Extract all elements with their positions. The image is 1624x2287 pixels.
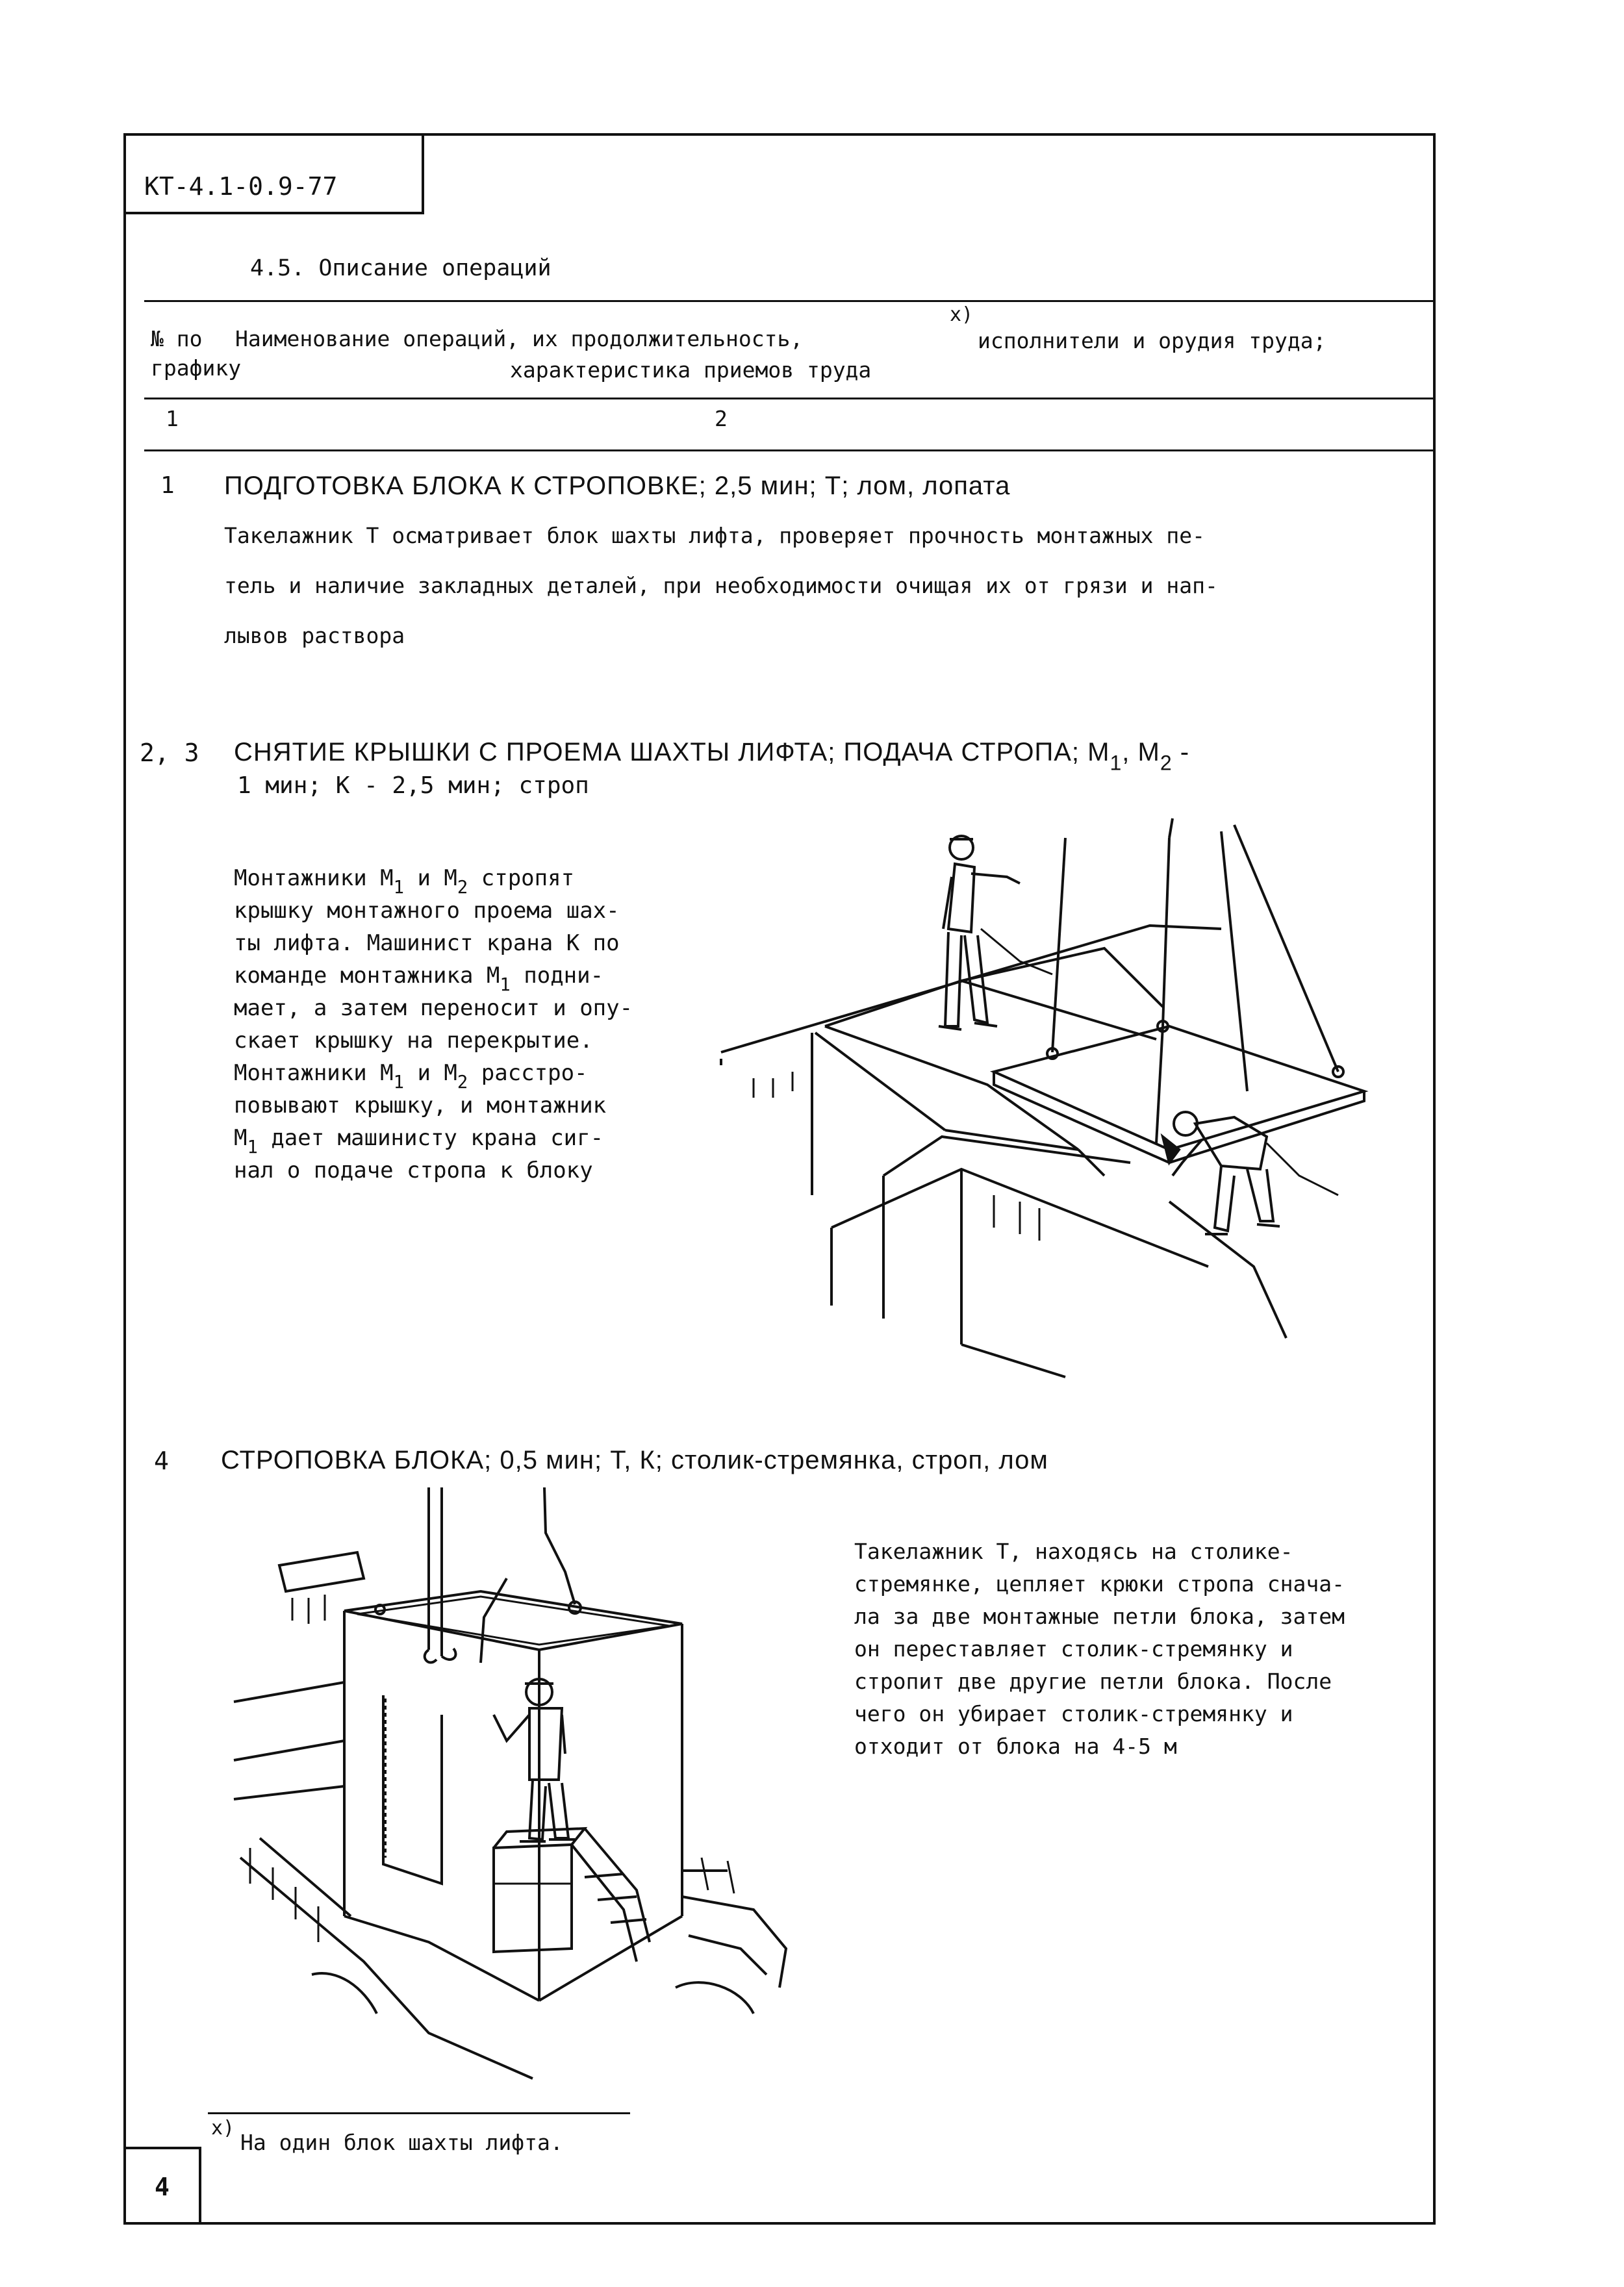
footnote-mark: x) [211, 2117, 235, 2140]
illustration-cover-removal [715, 812, 1416, 1364]
operation-1-text-line: тель и наличие закладных деталей, при необходимости очищая их от грязи и нап- [224, 573, 1218, 598]
table-col2-number: 2 [715, 406, 728, 431]
operation-4-number: 4 [154, 1447, 169, 1475]
table-header-rule [144, 398, 1434, 399]
table-col2-header-line1-tail: исполнители и орудия труда; [978, 328, 1326, 353]
footnote-text: На один блок шахты лифта. [240, 2130, 563, 2155]
operation-4-text-line: стремянке, цепляет крюки стропа снача- [854, 1571, 1345, 1597]
table-col2-header-line1: Наименование операций, их продолжительность, [235, 326, 804, 351]
operation-2-3-title-line1: СНЯТИЕ КРЫШКИ С ПРОЕМА ШАХТЫ ЛИФТА; ПОДАЧА СТРОПА; $M_1$, $M_2$ - [234, 738, 1190, 775]
operation-2-3-number: 2, 3 [140, 739, 199, 767]
table-col1-number: 1 [166, 406, 179, 431]
doc-number: КТ-4.1-0.9-77 [144, 172, 338, 201]
operation-4-text-line: он переставляет столик-стремянку и [854, 1636, 1293, 1662]
operation-1-number: 1 [160, 472, 175, 499]
illustration-block-slinging [234, 1494, 806, 2079]
operation-4-text-line: стропит две другие петли блока. После [854, 1669, 1332, 1694]
operation-1-text-line: Такелажник Т осматривает блок шахты лифта, проверяет прочность монтажных пе- [224, 523, 1205, 548]
operation-4-title: СТРОПОВКА БЛОКА; 0,5 мин; Т, К; столик-стремянка, строп, лом [221, 1446, 1048, 1474]
table-numbers-rule [144, 449, 1434, 451]
table-col1-header-line2: графику [151, 355, 242, 381]
operation-4-text-line: Такелажник Т, находясь на столике- [854, 1539, 1293, 1564]
section-title: 4.5. Описание операций [250, 255, 552, 281]
table-col1-header-line1: № по [151, 326, 203, 351]
footnote-mark-header: x) [950, 303, 974, 326]
operation-4-text-line: ла за две монтажные петли блока, затем [854, 1604, 1345, 1629]
page-number: 4 [155, 2173, 170, 2201]
table-col2-header-line2: характеристика приемов труда [510, 357, 872, 383]
operation-1-text-line: лывов раствора [224, 623, 405, 648]
operation-1-title: ПОДГОТОВКА БЛОКА К СТРОПОВКЕ; 2,5 мин; Т; лом, лопата [224, 472, 1011, 500]
footnote-rule [208, 2112, 630, 2114]
table-top-rule [144, 300, 1434, 302]
operation-4-text-line: чего он убирает столик-стремянку и [854, 1701, 1293, 1726]
operation-2-3-title-line2: 1 мин; К - 2,5 мин; строп [237, 772, 589, 799]
operation-4-text-line: отходит от блока на 4-5 м [854, 1734, 1177, 1759]
